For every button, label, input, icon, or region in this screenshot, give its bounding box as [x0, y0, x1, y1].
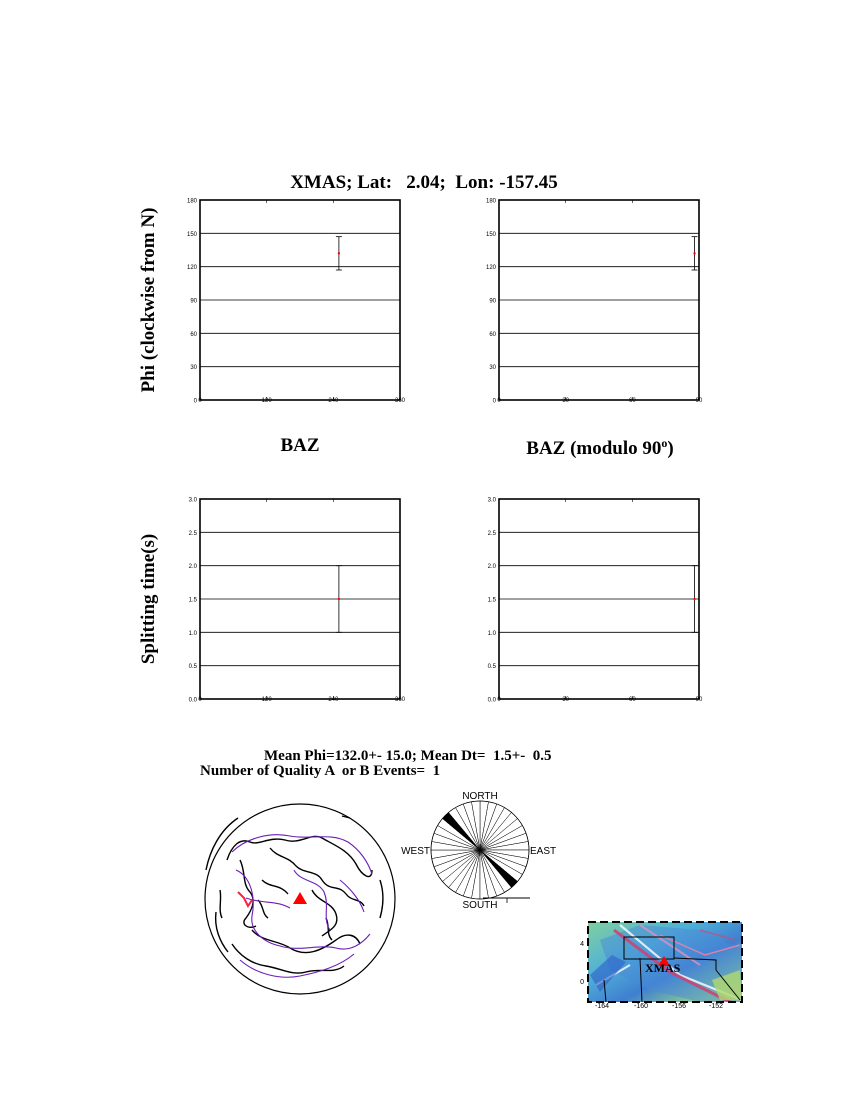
- y-tick-label: 2.5: [188, 530, 197, 537]
- y-tick-label: 150: [186, 231, 197, 238]
- x-tick-label: 360: [394, 697, 406, 703]
- x-tick-label: 30: [562, 398, 570, 404]
- y-tick-label: 0.0: [487, 697, 496, 704]
- inset-lon-tick: -152: [708, 1003, 724, 1010]
- y-tick-label: 0.5: [487, 664, 496, 671]
- rose-east-label: EAST: [530, 846, 557, 857]
- x-tick-label: 0: [198, 697, 202, 703]
- x-tick-label: 30: [562, 697, 570, 703]
- figure-title: XMAS; Lat: 2.04; Lon: -157.45: [290, 172, 558, 193]
- y-tick-label: 180: [485, 198, 496, 205]
- station-marker-global: [293, 892, 307, 904]
- y-tick-label: 120: [485, 265, 496, 272]
- x-tick-label: 90: [695, 398, 703, 404]
- data-point: [693, 252, 695, 254]
- data-point: [693, 598, 695, 600]
- inset-lat-tick: 0: [580, 979, 584, 986]
- x-tick-label: 0: [198, 398, 202, 404]
- y-tick-label: 90: [190, 298, 197, 305]
- baz-label: BAZ: [280, 435, 320, 456]
- dt-baz-mod90-chart: [488, 498, 703, 704]
- inset-station-label: XMAS: [645, 961, 681, 975]
- y-tick-label: 120: [186, 265, 197, 272]
- x-tick-label: 120: [261, 697, 272, 703]
- y-tick-label: 60: [190, 331, 197, 338]
- inset-lat-tick: 4: [580, 941, 584, 948]
- y-tick-label: 150: [485, 231, 496, 238]
- x-tick-label: 0: [497, 697, 501, 703]
- y-tick-label: 0.0: [188, 697, 197, 704]
- y-tick-label: 1.5: [487, 597, 496, 604]
- inset-lon-tick: -164: [594, 1003, 610, 1010]
- y-tick-label: 60: [489, 331, 496, 338]
- rose-south-label: SOUTH: [462, 900, 498, 911]
- y-tick-label: 3.0: [188, 497, 197, 504]
- inset-map: [580, 922, 742, 1010]
- y-tick-label: 1.0: [487, 630, 496, 637]
- y-tick-label: 180: [186, 198, 197, 205]
- dt-baz-chart: [189, 498, 406, 704]
- x-tick-label: 240: [328, 697, 339, 703]
- inset-lon-tick: -160: [633, 1003, 649, 1010]
- phi-baz-mod90-chart: [486, 199, 703, 405]
- phi-axis-label: Phi (clockwise from N): [138, 207, 159, 393]
- coastlines: [206, 816, 383, 973]
- y-tick-label: 2.0: [487, 564, 496, 571]
- data-point: [338, 598, 340, 600]
- x-tick-label: 240: [328, 398, 339, 404]
- y-tick-label: 0: [492, 398, 496, 405]
- rose-diagram: [401, 791, 556, 911]
- x-tick-label: 0: [497, 398, 501, 404]
- data-point: [338, 252, 340, 254]
- rose-north-label: NORTH: [462, 791, 498, 802]
- x-tick-label: 360: [394, 398, 406, 404]
- y-tick-label: 0: [193, 398, 197, 405]
- x-tick-label: 120: [261, 398, 272, 404]
- y-tick-label: 30: [190, 365, 197, 372]
- mean-stats: Mean Phi=132.0+- 15.0; Mean Dt= 1.5+- 0.5: [264, 748, 552, 764]
- y-tick-label: 2.0: [188, 564, 197, 571]
- x-tick-label: 60: [628, 697, 636, 703]
- x-tick-label: 90: [695, 697, 703, 703]
- global-map: [205, 804, 395, 994]
- phi-baz-chart: [187, 199, 406, 405]
- y-tick-label: 1.5: [188, 597, 197, 604]
- y-tick-label: 2.5: [487, 530, 496, 537]
- y-tick-label: 0.5: [188, 664, 197, 671]
- x-tick-label: 60: [628, 398, 636, 404]
- y-tick-label: 3.0: [487, 497, 496, 504]
- dt-axis-label: Splitting time(s): [138, 533, 159, 665]
- inset-lon-tick: -156: [671, 1003, 687, 1010]
- rose-west-label: WEST: [401, 846, 430, 857]
- baz-mod90-label: BAZ (modulo 90$^o$): [526, 436, 674, 459]
- y-tick-label: 1.0: [188, 630, 197, 637]
- rose-sectors: [431, 801, 529, 899]
- y-tick-label: 30: [489, 365, 496, 372]
- y-tick-label: 90: [489, 298, 496, 305]
- event-count: Number of Quality A or B Events= 1: [200, 763, 441, 779]
